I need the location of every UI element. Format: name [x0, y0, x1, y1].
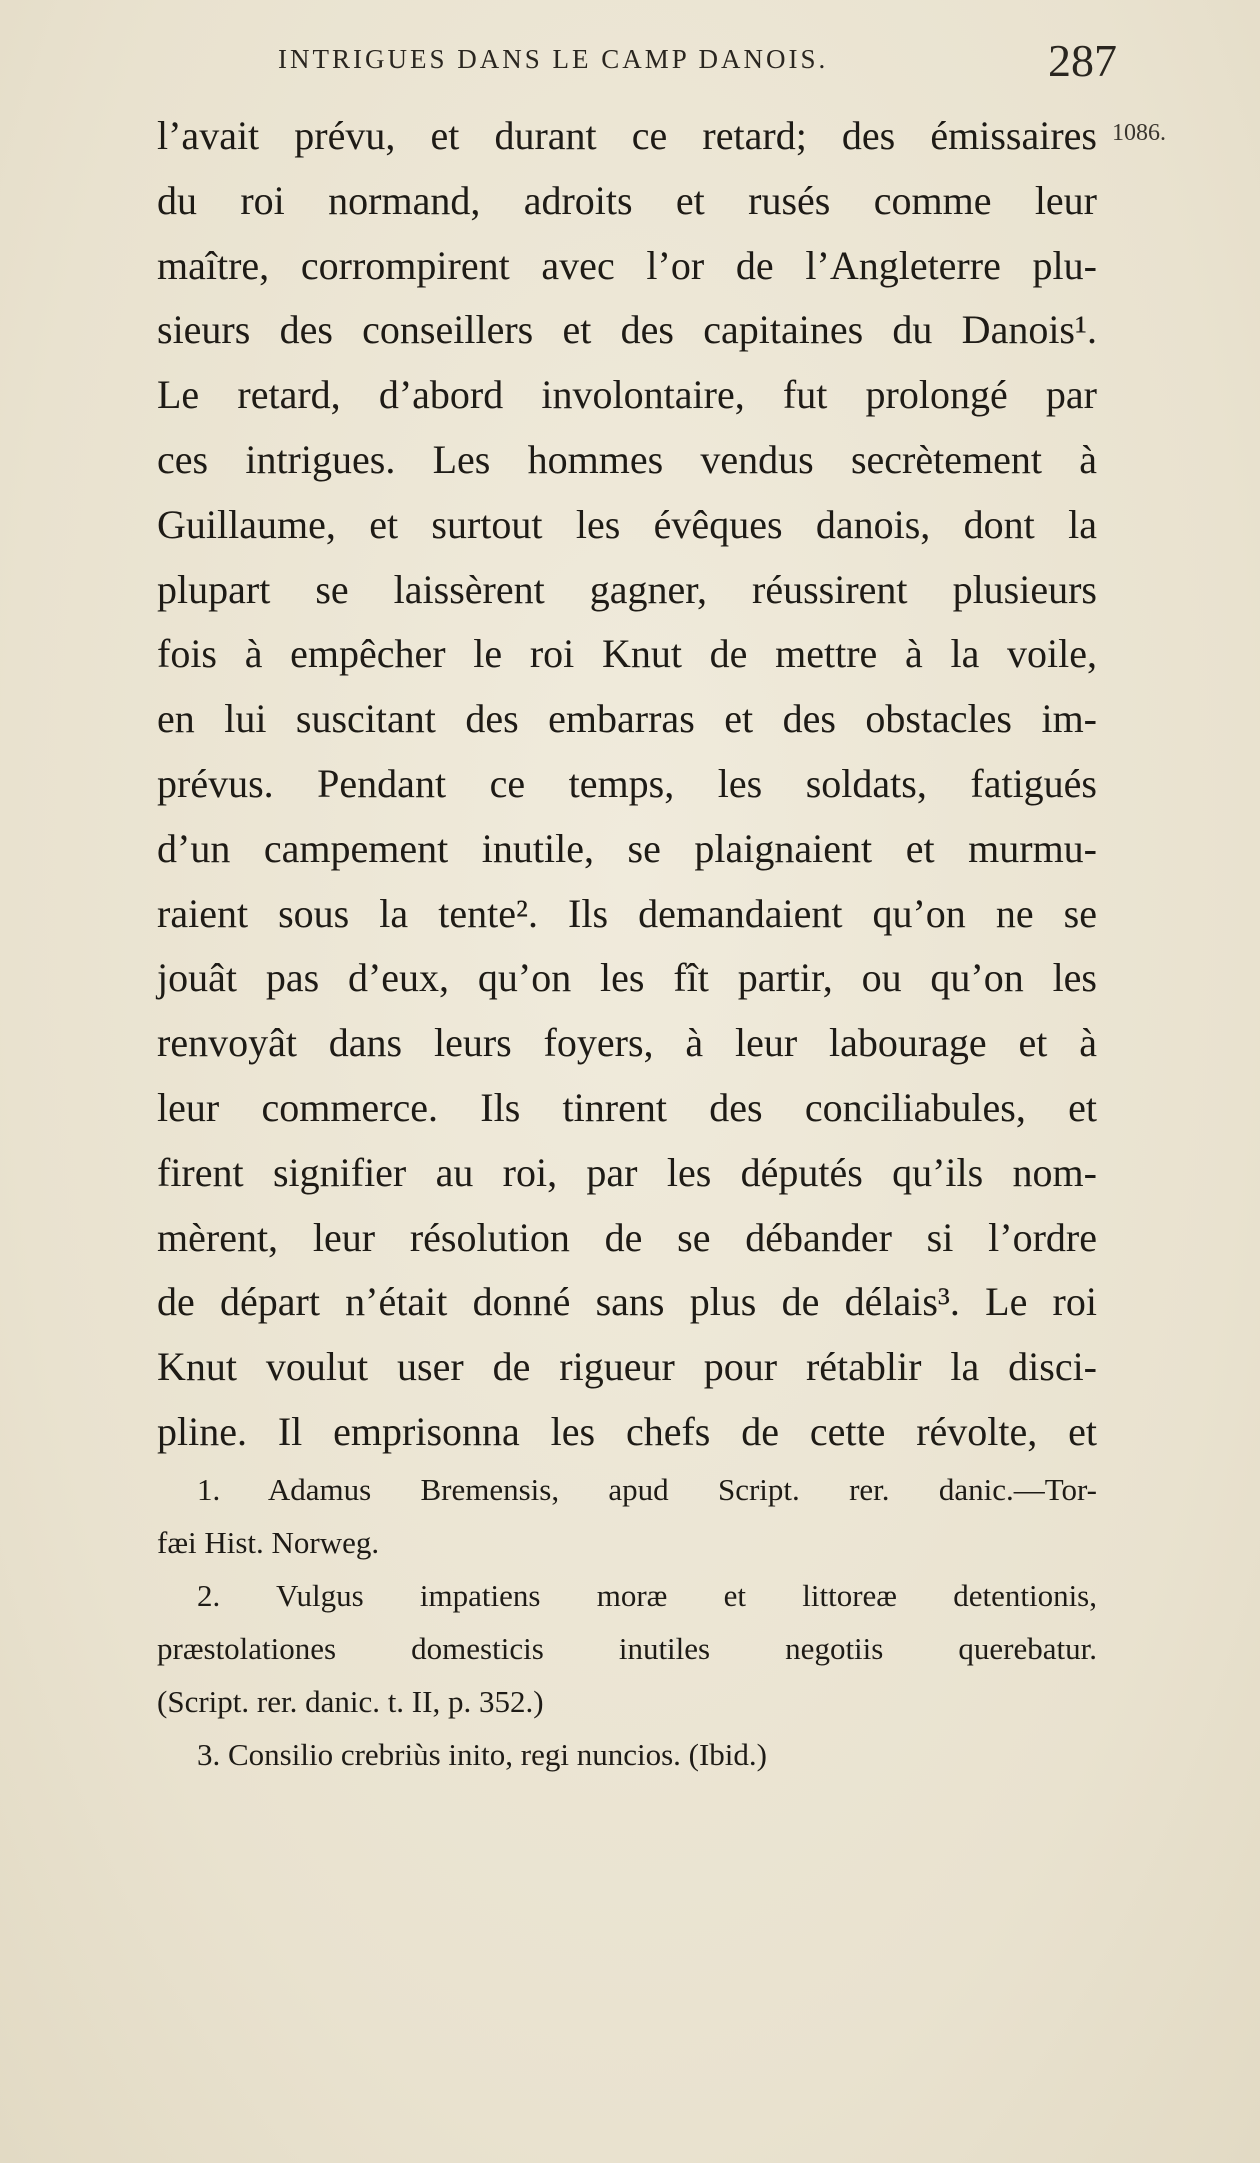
body-line: de départ n’était donné sans plus de délais³. Le roi [157, 1279, 1097, 1325]
body-line: maître, corrompirent avec l’or de l’Angleterre plu- [157, 242, 1097, 288]
footnotes [157, 1463, 1097, 1781]
footnote-line: 2. Vulgus impatiens moræ et littoreæ detentionis, [197, 1578, 1097, 1613]
body-line: Le retard, d’abord involontaire, fut prolongé par [157, 372, 1097, 418]
body-text [157, 104, 1097, 1465]
body-line: raient sous la tente². Ils demandaient qu’on ne se [157, 890, 1097, 936]
footnote-line: fæi Hist. Norweg. [157, 1525, 380, 1560]
body-line: renvoyât dans leurs foyers, à leur labourage et à [157, 1020, 1097, 1066]
footnote-line: præstolationes domesticis inutiles negotiis querebatur. [157, 1631, 1097, 1666]
margin-date: 1086. [1112, 120, 1166, 146]
footnote-line: (Script. rer. danic. t. II, p. 352.) [157, 1684, 544, 1719]
body-line: sieurs des conseillers et des capitaines du Danois¹. [157, 307, 1097, 353]
body-line: l’avait prévu, et durant ce retard; des émissaires [157, 113, 1097, 158]
body-line: fois à empêcher le roi Knut de mettre à la voile, [157, 631, 1097, 677]
body-line: pline. Il emprisonna les chefs de cette révolte, et [157, 1408, 1097, 1454]
body-line: d’un campement inutile, se plaignaient et murmu- [157, 825, 1097, 871]
body-line: en lui suscitant des embarras et des obstacles im- [157, 696, 1097, 742]
body-line: Guillaume, et surtout les évêques danois, dont la [157, 501, 1097, 547]
body-line: ces intrigues. Les hommes vendus secrètement à [157, 436, 1097, 482]
page-number: 287 [1048, 35, 1117, 86]
body-line: mèrent, leur résolution de se débander si l’ordre [157, 1214, 1097, 1260]
footnote-line: 1. Adamus Bremensis, apud Script. rer. danic.—Tor- [197, 1472, 1097, 1507]
body-line: du roi normand, adroits et rusés comme leur [157, 177, 1097, 223]
body-line: Knut voulut user de rigueur pour rétablir la disci- [157, 1344, 1097, 1390]
body-line: jouât pas d’eux, qu’on les fît partir, ou qu’on les [157, 955, 1097, 1001]
footnote-line: 3. Consilio crebriùs inito, regi nuncios. (Ibid.) [197, 1737, 767, 1772]
body-line: firent signifier au roi, par les députés qu’ils nom- [157, 1149, 1097, 1195]
running-title: INTRIGUES DANS LE CAMP DANOIS. [278, 44, 829, 74]
body-line: leur commerce. Ils tinrent des conciliabules, et [157, 1084, 1097, 1130]
body-line: plupart se laissèrent gagner, réussirent plusieurs [157, 566, 1097, 612]
body-line: prévus. Pendant ce temps, les soldats, fatigués [157, 760, 1097, 806]
